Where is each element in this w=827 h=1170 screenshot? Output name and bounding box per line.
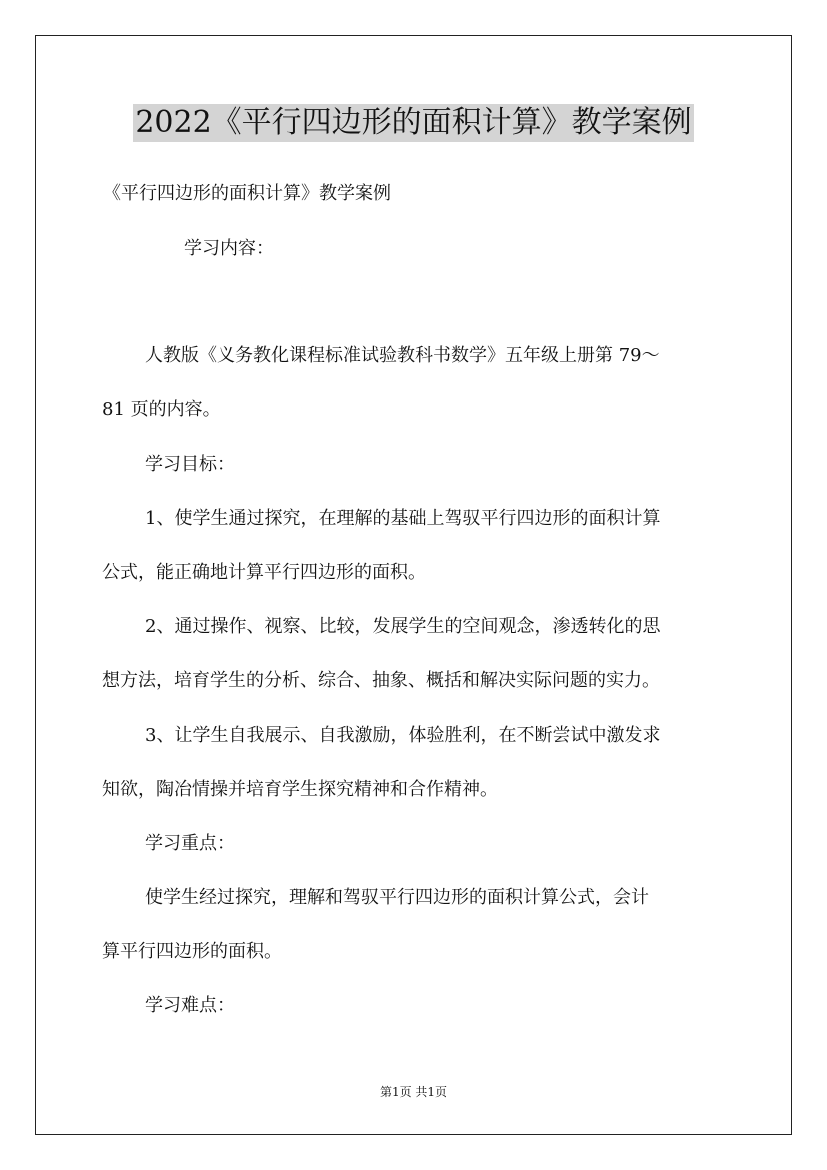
document-title: 2022《平行四边形的面积计算》教学案例 xyxy=(135,105,692,140)
section-heading-goals: 学习目标： xyxy=(145,454,235,475)
section-heading-difficulties: 学习难点： xyxy=(145,995,235,1016)
title-container xyxy=(0,104,827,142)
subtitle-line: 《平行四边形的面积计算》教学案例 xyxy=(103,183,391,204)
paragraph-line: 公式，能正确地计算平行四边形的面积。 xyxy=(102,562,426,583)
section-heading-content: 学习内容： xyxy=(184,238,274,259)
paragraph-line: 3、让学生自我展示、自我激励，体验胜利，在不断尝试中激发求 xyxy=(145,725,661,746)
paragraph-line: 人教版《义务教化课程标准试验教科书数学》五年级上册第 79～ xyxy=(145,345,660,366)
paragraph-line: 算平行四边形的面积。 xyxy=(102,941,282,962)
paragraph-line: 1、使学生通过探究，在理解的基础上驾驭平行四边形的面积计算 xyxy=(145,508,661,529)
paragraph-line: 知欲，陶冶情操并培育学生探究精神和合作精神。 xyxy=(102,779,498,800)
paragraph-line: 81 页的内容。 xyxy=(102,399,221,420)
page-footer: 第1页 共1页 xyxy=(379,1085,448,1099)
paragraph-line: 使学生经过探究，理解和驾驭平行四边形的面积计算公式，会计 xyxy=(145,887,649,908)
section-heading-key-points: 学习重点： xyxy=(145,833,235,854)
paragraph-line: 想方法，培育学生的分析、综合、抽象、概括和解决实际问题的实力。 xyxy=(102,670,660,691)
paragraph-line: 2、通过操作、视察、比较，发展学生的空间观念，渗透转化的思 xyxy=(145,616,661,637)
